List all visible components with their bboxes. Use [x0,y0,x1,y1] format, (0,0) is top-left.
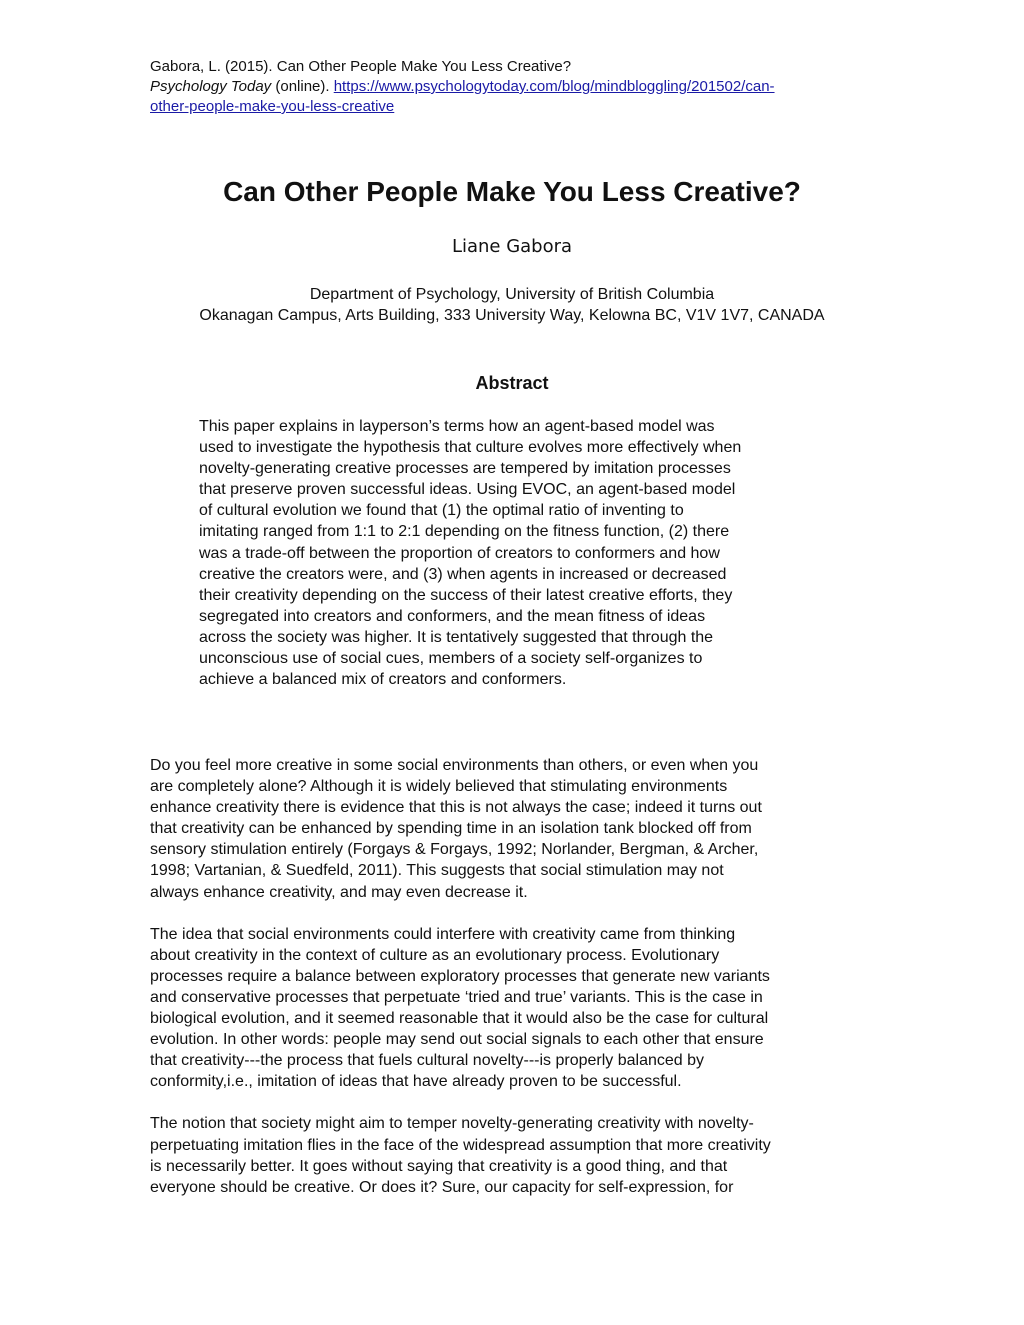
body-line: perpetuating imitation flies in the face of the widespread assumption that more creativity [150,1136,771,1154]
abstract-line: imitating ranged from 1:1 to 2:1 depending on the fitness function, (2) there [199,523,730,541]
abstract-line: This paper explains in layperson’s terms how an agent-based model was [199,418,715,435]
body-line: The idea that social environments could interfere with creativity came from thinking [150,925,736,943]
author-name: Liane Gabora [451,236,573,257]
abstract-line: used to investigate the hypothesis that culture evolves more effectively when [199,439,742,457]
citation-online: (online). [271,78,334,95]
body-line: The notion that society might aim to temper novelty-generating creativity with novelty- [150,1115,754,1133]
body-line: conformity,i.e., imitation of ideas that have already proven to be successful. [150,1073,682,1091]
abstract-line: of cultural evolution we found that (1) the optimal ratio of inventing to [199,502,684,520]
body-line: evolution. In other words: people may send out social signals to each other that ensure [150,1031,764,1049]
abstract-line: unconscious use of social cues, members of a society self-organizes to [199,650,703,668]
citation [150,57,930,117]
body-line: that creativity can be enhanced by spending time in an isolation tank blocked off from [150,820,752,838]
body-text [150,755,876,1219]
body-line: that creativity---the process that fuels cultural novelty---is properly balanced by [150,1052,705,1070]
citation-url-link[interactable]: https://www.psychologytoday.com/blog/mindbloggling/201502/can- [333,78,775,95]
abstract-line: their creativity depending on the success of their latest creative efforts, they [199,586,733,604]
body-line: Do you feel more creative in some social environments than others, or even when you [150,757,759,774]
body-line: 1998; Vartanian, & Suedfeld, 2011). This suggests that social stimulation may not [150,862,724,880]
body-line: about creativity in the context of culture as an evolutionary process. Evolutionary [150,946,720,964]
abstract-line: that preserve proven successful ideas. Using EVOC, an agent-based model [199,481,736,499]
affiliation [0,284,1024,326]
body-paragraph [150,755,876,903]
citation-source [150,77,930,97]
citation-journal: Psychology Today [150,78,272,95]
body-line: everyone should be creative. Or does it? Sure, our capacity for self-expression, for [150,1178,734,1196]
abstract-line: was a trade-off between the proportion of creators to conformers and how [199,544,720,562]
body-line: is necessarily better. It goes without saying that creativity is a good thing, and that [150,1157,728,1175]
body-line: enhance creativity there is evidence that this is not always the case; indeed it turns out [150,799,762,817]
body-line: and conservative processes that perpetuate ‘tried and true’ variants. This is the case in [150,988,763,1006]
body-line: biological evolution, and it seemed reasonable that it would also be the case for cultural [150,1010,769,1028]
abstract-line: across the society was higher. It is tentatively suggested that through the [199,628,714,646]
body-line: processes require a balance between exploratory processes that generate new variants [150,967,770,985]
abstract-line: segregated into creators and conformers, and the mean fitness of ideas [199,607,706,625]
body-paragraph [150,1113,876,1197]
abstract-body [199,416,829,690]
body-line: are completely alone? Although it is widely believed that stimulating environments [150,778,728,796]
citation-reference: Gabora, L. (2015). Can Other People Make You Less Creative? [150,58,572,75]
citation-url-continued [150,97,930,117]
body-line: always enhance creativity, and may even decrease it. [150,883,528,901]
body-line: sensory stimulation entirely (Forgays & Forgays, 1992; Norlander, Bergman, & Archer, [150,841,759,859]
affiliation-line-1: Department of Psychology, University of British Columbia [309,286,715,303]
paper-title: Can Other People Make You Less Creative? [223,176,801,207]
abstract-line: creative the creators were, and (3) when agents in increased or decreased [199,565,727,583]
abstract-heading: Abstract [475,373,549,393]
abstract-line: novelty-generating creative processes are tempered by imitation processes [199,460,731,478]
abstract-line: achieve a balanced mix of creators and conformers. [199,671,567,689]
citation-url-link-continued[interactable]: other-people-make-you-less-creative [150,98,395,115]
affiliation-line-2: Okanagan Campus, Arts Building, 333 University Way, Kelowna BC, V1V 1V7, CANADA [199,307,825,324]
body-paragraph [150,924,876,1093]
